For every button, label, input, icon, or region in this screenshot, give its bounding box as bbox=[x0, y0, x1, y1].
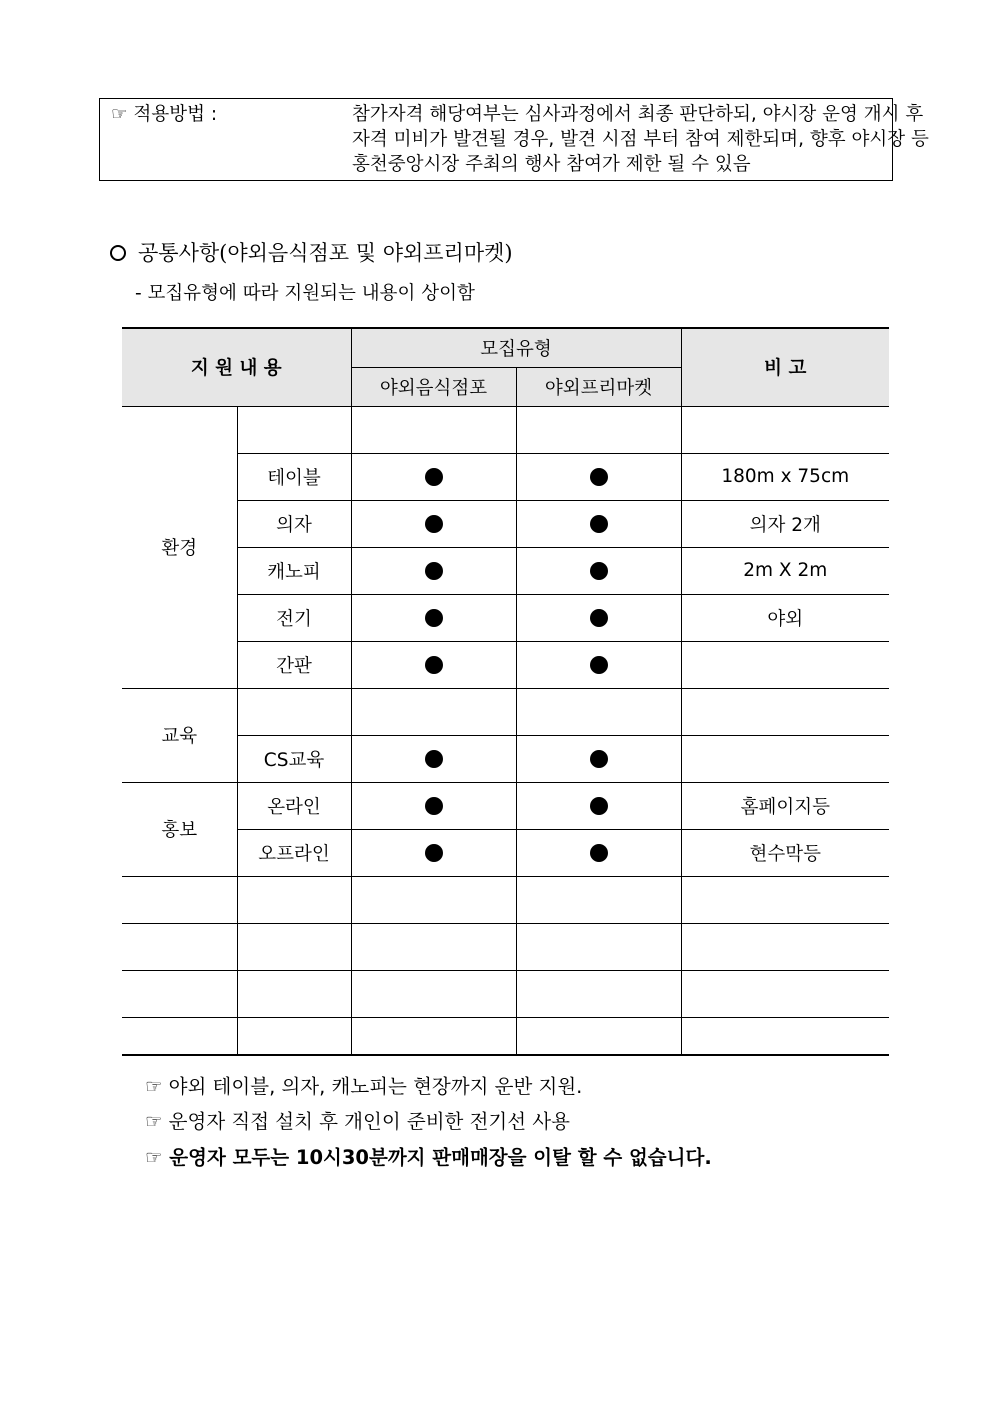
remark-cell: 의자 2개 bbox=[681, 500, 889, 547]
item-cell: 전기 bbox=[237, 594, 351, 641]
item-cell: 오프라인 bbox=[237, 829, 351, 876]
item-cell: 의자 bbox=[237, 500, 351, 547]
remark-cell: 180m x 75cm bbox=[681, 453, 889, 500]
filled-dot-icon bbox=[590, 562, 608, 580]
type-b-cell bbox=[516, 406, 681, 453]
notice-label: ☞ 적용방법 : bbox=[111, 104, 218, 125]
notice-line: 자격 미비가 발견될 경우, 발견 시점 부터 참여 제한되며, 향후 야시장 등 bbox=[352, 129, 929, 150]
type-a-cell bbox=[351, 406, 516, 453]
note-operator-stay: ☞ 운영자 모두는 10시30분까지 판매매장을 이탈 할 수 없습니다. bbox=[145, 1146, 712, 1169]
type-b-cell bbox=[516, 829, 681, 876]
table-row bbox=[122, 829, 889, 876]
filled-dot-icon bbox=[590, 515, 608, 533]
type-b-cell bbox=[516, 500, 681, 547]
group-education: 교육 bbox=[122, 688, 237, 782]
filled-dot-icon bbox=[590, 750, 608, 768]
filled-dot-icon bbox=[425, 562, 443, 580]
table-row-empty bbox=[122, 970, 889, 1017]
filled-dot-icon bbox=[425, 609, 443, 627]
remark-cell bbox=[681, 641, 889, 688]
group-promotion: 홍보 bbox=[122, 782, 237, 876]
type-a-cell bbox=[351, 547, 516, 594]
remark-cell bbox=[681, 406, 889, 453]
item-cell: 테이블 bbox=[237, 453, 351, 500]
filled-dot-icon bbox=[425, 797, 443, 815]
group-environment: 환경 bbox=[122, 406, 237, 688]
header-type-b: 야외프리마켓 bbox=[516, 367, 681, 406]
notice-line: 홍천중앙시장 주최의 행사 참여가 제한 될 수 있음 bbox=[352, 154, 751, 175]
remark-cell bbox=[681, 688, 889, 735]
type-b-cell bbox=[516, 688, 681, 735]
filled-dot-icon bbox=[590, 844, 608, 862]
item-cell bbox=[237, 688, 351, 735]
type-b-cell bbox=[516, 782, 681, 829]
type-b-cell bbox=[516, 453, 681, 500]
table-row-empty bbox=[122, 1017, 889, 1055]
table-row-empty bbox=[122, 876, 889, 923]
filled-dot-icon bbox=[425, 844, 443, 862]
table-row bbox=[122, 500, 889, 547]
remark-cell: 홈페이지등 bbox=[681, 782, 889, 829]
section-title-text: 공통사항(야외음식점포 및 야외프리마켓) bbox=[138, 241, 513, 265]
remark-cell bbox=[681, 735, 889, 782]
section-title bbox=[110, 237, 513, 267]
type-b-cell bbox=[516, 594, 681, 641]
type-a-cell bbox=[351, 782, 516, 829]
type-a-cell bbox=[351, 500, 516, 547]
table-row bbox=[122, 641, 889, 688]
item-cell: 온라인 bbox=[237, 782, 351, 829]
filled-dot-icon bbox=[590, 609, 608, 627]
notice-line: 참가자격 해당여부는 심사과정에서 최종 판단하되, 야시장 운영 개시 후 bbox=[352, 104, 924, 125]
table-row bbox=[122, 735, 889, 782]
filled-dot-icon bbox=[590, 468, 608, 486]
type-a-cell bbox=[351, 453, 516, 500]
filled-dot-icon bbox=[590, 797, 608, 815]
table-row bbox=[122, 782, 889, 829]
type-a-cell bbox=[351, 829, 516, 876]
header-remark: 비 고 bbox=[681, 328, 889, 406]
section-subtitle: - 모집유형에 따라 지원되는 내용이 상이함 bbox=[135, 283, 475, 304]
circle-bullet-icon bbox=[110, 245, 126, 261]
filled-dot-icon bbox=[425, 750, 443, 768]
filled-dot-icon bbox=[425, 515, 443, 533]
item-cell bbox=[237, 406, 351, 453]
type-b-cell bbox=[516, 735, 681, 782]
remark-cell: 야외 bbox=[681, 594, 889, 641]
header-type-a: 야외음식점포 bbox=[351, 367, 516, 406]
filled-dot-icon bbox=[590, 656, 608, 674]
filled-dot-icon bbox=[425, 656, 443, 674]
table-row bbox=[122, 547, 889, 594]
table-row bbox=[122, 406, 889, 453]
remark-cell: 현수막등 bbox=[681, 829, 889, 876]
type-a-cell bbox=[351, 594, 516, 641]
support-table bbox=[122, 327, 889, 1056]
header-support: 지 원 내 용 bbox=[122, 328, 351, 406]
table-row-empty bbox=[122, 923, 889, 970]
table-row bbox=[122, 594, 889, 641]
remark-cell: 2m X 2m bbox=[681, 547, 889, 594]
notice-box bbox=[99, 98, 929, 181]
type-b-cell bbox=[516, 641, 681, 688]
table-row bbox=[122, 453, 889, 500]
filled-dot-icon bbox=[425, 468, 443, 486]
item-cell: CS교육 bbox=[237, 735, 351, 782]
type-a-cell bbox=[351, 735, 516, 782]
type-b-cell bbox=[516, 547, 681, 594]
note-electric: ☞ 운영자 직접 설치 후 개인이 준비한 전기선 사용 bbox=[145, 1110, 570, 1133]
note-transport: ☞ 야외 테이블, 의자, 캐노피는 현장까지 운반 지원. bbox=[145, 1075, 583, 1098]
table-row bbox=[122, 688, 889, 735]
item-cell: 캐노피 bbox=[237, 547, 351, 594]
item-cell: 간판 bbox=[237, 641, 351, 688]
type-a-cell bbox=[351, 641, 516, 688]
type-a-cell bbox=[351, 688, 516, 735]
header-type-group: 모집유형 bbox=[351, 328, 681, 367]
